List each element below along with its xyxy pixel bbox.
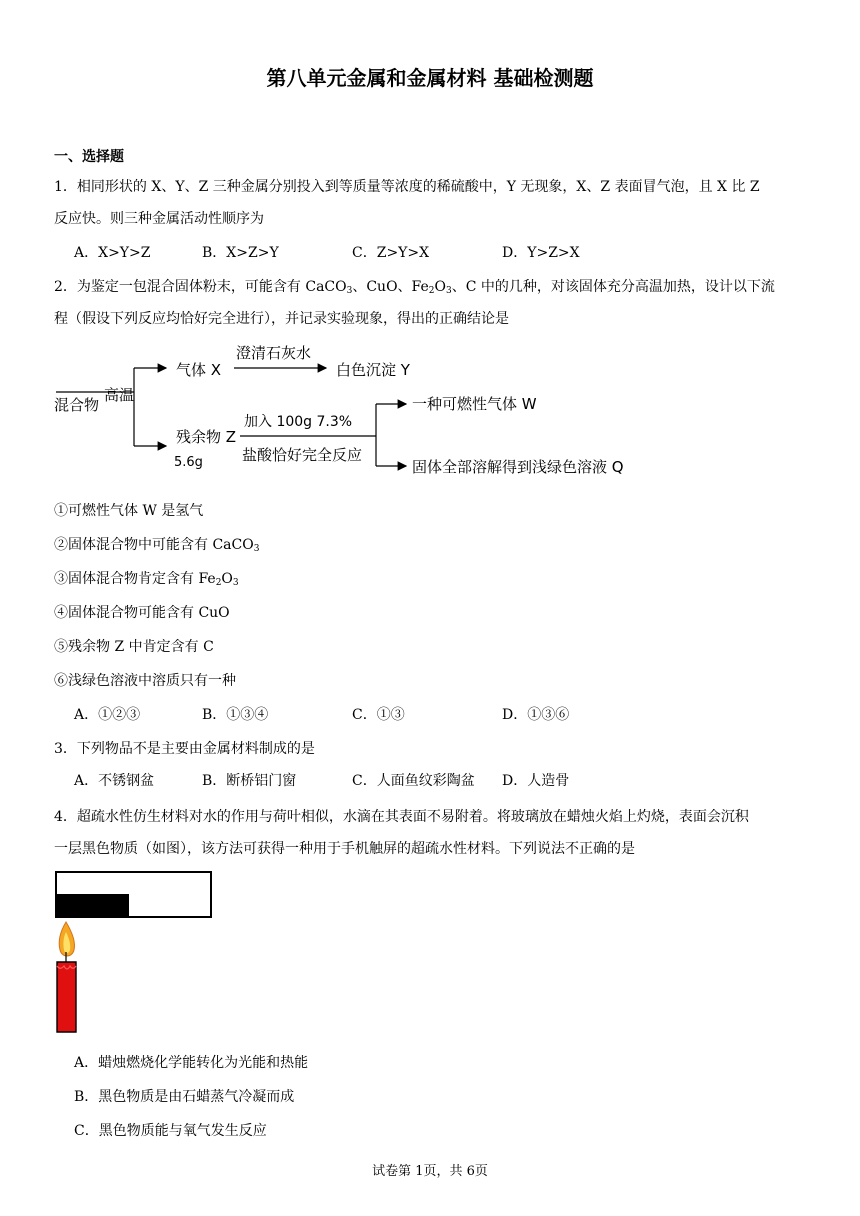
flow-gas-w: 一种可燃性气体 W — [412, 395, 537, 413]
q4-line1: 4．超疏水性仿生材料对水的作用与荷叶相似，水滴在其表面不易附着。将玻璃放在蜡烛火焰上灼烧，表面会沉积 — [54, 809, 749, 825]
q2-option-b: B．①③④ — [202, 707, 269, 723]
q2-sub3: 3 — [346, 286, 353, 296]
q4-option-b: B．黑色物质是由石蜡蒸气冷凝而成 — [74, 1089, 295, 1105]
q3-option-c: C．人面鱼纹彩陶盆 — [352, 773, 475, 789]
q2-statement-2-text: ②固体混合物中可能含有 CaCO — [54, 537, 254, 553]
q2-sub2: 2 — [428, 286, 435, 296]
q4-line2: 一层黑色物质（如图），该方法可获得一种用于手机触屏的超疏水性材料。下列说法不正确的是 — [54, 841, 635, 857]
q3-option-a: A．不锈钢盆 — [74, 773, 155, 789]
q2-statement-3-sub2: 2 — [215, 578, 222, 588]
q2-line1-part3: O — [434, 279, 447, 295]
flow-residue-z: 残余物 Z — [176, 428, 237, 446]
section-heading: 一、选择题 — [54, 149, 124, 165]
q2-statement-2 — [54, 534, 259, 554]
page-title: 第八单元金属和金属材料 基础检测题 — [266, 66, 594, 90]
q2-option-a: A．①②③ — [74, 707, 141, 723]
flame-icon — [59, 922, 74, 962]
q2-sub3b: 3 — [446, 286, 452, 296]
q2-line2: 程（假设下列反应均恰好完全进行），并记录实验现象，得出的正确结论是 — [54, 311, 509, 327]
candle-figure — [54, 870, 216, 1036]
q2-line1-part4: 、C 中的几种，对该固体充分高温加热，设计以下流 — [451, 279, 775, 295]
flow-diagram — [50, 338, 650, 488]
flow-acid-2: 盐酸恰好完全反应 — [242, 446, 363, 464]
q1-option-b: B．X>Z>Y — [202, 245, 279, 261]
q2-line1-part1: 2．为鉴定一包混合固体粉末，可能含有 CaCO — [54, 279, 347, 295]
q1-option-c: C．Z>Y>X — [352, 245, 430, 261]
q3-line1: 3．下列物品不是主要由金属材料制成的是 — [54, 741, 315, 757]
flow-acid-1: 加入 100g 7.3% — [244, 414, 353, 430]
flow-solution-q: 固体全部溶解得到浅绿色溶液 Q — [412, 458, 624, 476]
q2-statement-3-sub3: 3 — [232, 578, 239, 588]
q1-option-d: D．Y>Z>X — [502, 245, 580, 261]
q1-line2: 反应快。则三种金属活动性顺序为 — [54, 211, 264, 227]
q3-option-b: B．断桥铝门窗 — [202, 773, 297, 789]
q2-option-d: D．①③⑥ — [502, 707, 570, 723]
q2-statement-1: ①可燃性气体 W 是氢气 — [54, 503, 204, 519]
q2-statement-2-sub: 3 — [253, 544, 260, 554]
flow-limewater: 澄清石灰水 — [236, 344, 312, 362]
q2-line1 — [54, 276, 775, 296]
flow-mass: 5.6g — [174, 455, 203, 470]
q2-statement-3-text: ③固体混合物肯定含有 Fe — [54, 571, 216, 587]
flow-precipitate-y: 白色沉淀 Y — [336, 361, 410, 379]
black-deposit — [57, 894, 129, 916]
q1-option-a: A．X>Y>Z — [74, 245, 151, 261]
q1-line1: 1．相同形状的 X、Y、Z 三种金属分别投入到等质量等浓度的稀硫酸中，Y 无现象，X、Z 表面冒气泡，且 X 比 Z — [54, 179, 760, 195]
candle-icon — [57, 962, 76, 1032]
flow-mix: 混合物 — [54, 396, 100, 414]
q2-statement-6: ⑥浅绿色溶液中溶质只有一种 — [54, 673, 236, 689]
q3-option-d: D．人造骨 — [502, 773, 570, 789]
q2-statement-3 — [54, 568, 239, 588]
q2-statement-5: ⑤残余物 Z 中肯定含有 C — [54, 639, 214, 655]
q2-option-c: C．①③ — [352, 707, 405, 723]
q2-statement-4: ④固体混合物可能含有 CuO — [54, 605, 230, 621]
flow-heat: 高温 — [104, 386, 135, 404]
q2-line1-part2: 、CuO、Fe — [352, 279, 429, 295]
page-footer: 试卷第 1页，共 6页 — [372, 1164, 488, 1179]
q2-statement-3-o: O — [221, 571, 233, 587]
q4-option-a: A．蜡烛燃烧化学能转化为光能和热能 — [74, 1055, 309, 1071]
q4-option-c: C．黑色物质能与氧气发生反应 — [74, 1123, 267, 1139]
flow-gas-x: 气体 X — [176, 361, 222, 379]
